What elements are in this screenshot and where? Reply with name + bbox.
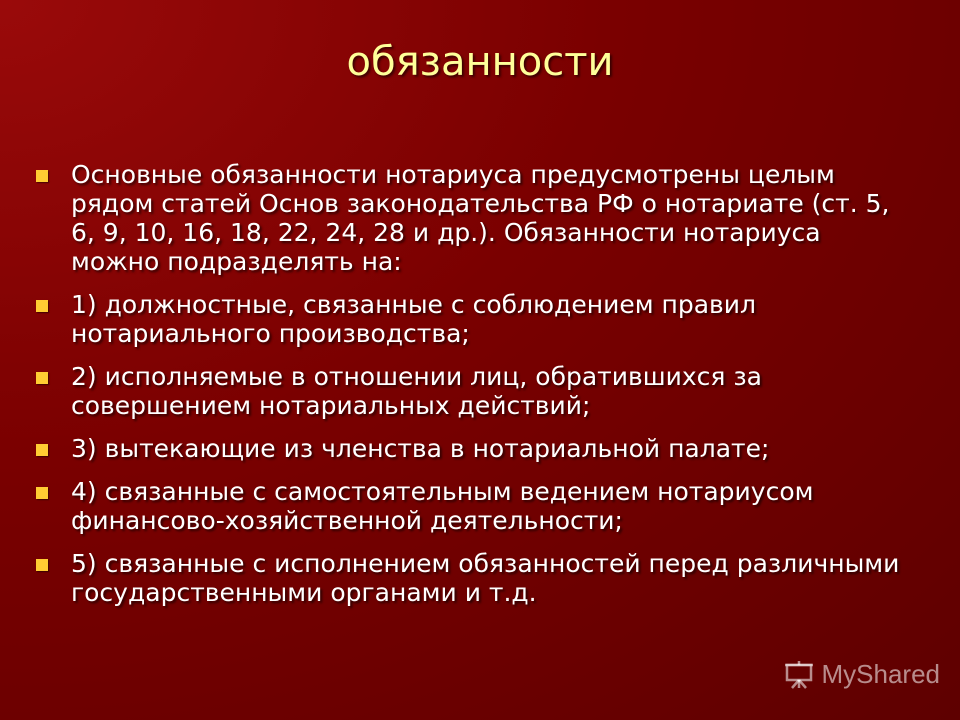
bullet-item	[36, 362, 916, 420]
bullet-text: 5) связанные с исполнением обязанностей перед различными государственными органами и т.д.	[71, 549, 900, 607]
bullet-text: Основные обязанности нотариуса предусмотрены целым рядом статей Основ законодательства РФ о нотариате (ст. 5, 6, 9, 10, 16, 18, 22, 24, 28 и др.). Обязанности нотариуса можно подразделять на:	[71, 160, 890, 276]
watermark-text: MyShared	[821, 659, 940, 689]
bullet-item	[36, 434, 916, 463]
square-bullet-icon	[36, 372, 48, 384]
watermark[interactable]	[784, 659, 941, 690]
square-bullet-icon	[36, 444, 48, 456]
presentation-board-icon	[784, 660, 814, 690]
bullet-item	[36, 290, 916, 348]
bullet-item	[36, 477, 916, 535]
bullet-text: 1) должностные, связанные с соблюдением правил нотариального производства;	[71, 290, 756, 348]
square-bullet-icon	[36, 170, 48, 182]
bullet-item	[36, 160, 916, 276]
slide-title: обязанности	[346, 39, 614, 85]
square-bullet-icon	[36, 300, 48, 312]
square-bullet-icon	[36, 559, 48, 571]
bullet-list	[36, 160, 916, 621]
bullet-text: 4) связанные с самостоятельным ведением нотариусом финансово-хозяйственной деятельности;	[71, 477, 814, 535]
bullet-text: 3) вытекающие из членства в нотариальной палате;	[71, 434, 770, 463]
square-bullet-icon	[36, 487, 48, 499]
bullet-text: 2) исполняемые в отношении лиц, обратившихся за совершением нотариальных действий;	[71, 362, 762, 420]
bullet-item	[36, 549, 916, 607]
